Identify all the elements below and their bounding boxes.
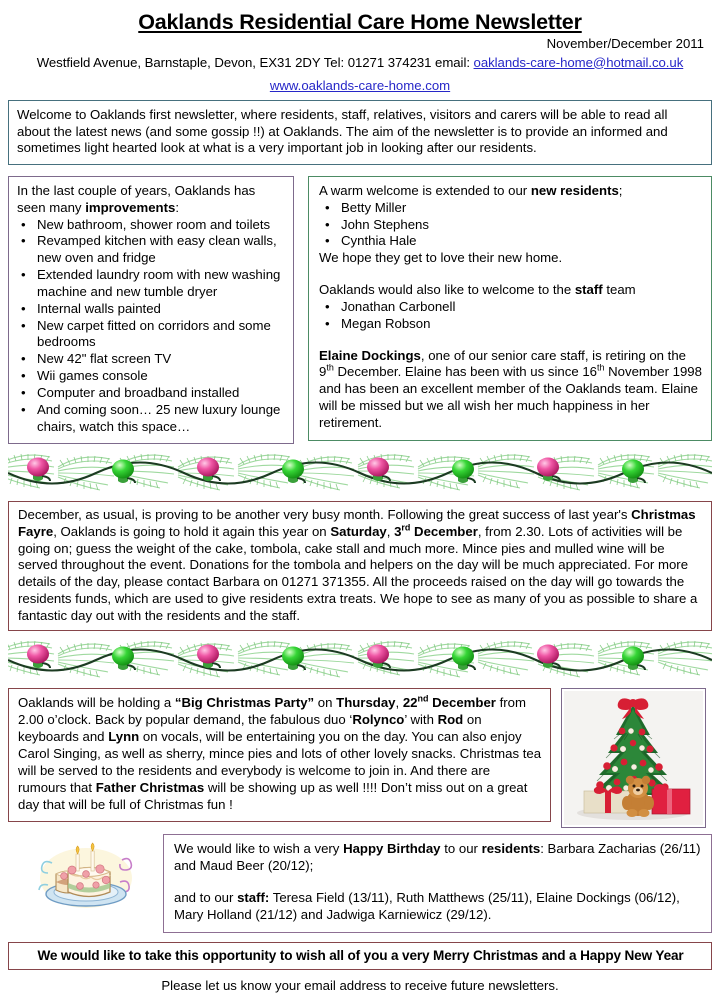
new-residents-hope-line: We hope they get to love their new home. [319,250,563,266]
ordinal-suffix: th [326,363,334,374]
new-staff-list [319,299,702,333]
father-christmas-mention: Father Christmas [95,779,205,795]
party-text-5: ’ with [404,712,438,728]
ordinal-suffix: nd [417,693,429,704]
ordinal-suffix: rd [401,522,411,533]
birthday-wishes-box [163,834,712,933]
list-item: • Internal walls painted [17,301,286,318]
party-duo-name: Rolynco [352,712,405,728]
fayre-day: Saturday [330,524,387,540]
improvements-intro [17,183,286,217]
fayre-date [394,524,478,539]
two-column-section [8,176,712,444]
improvements-intro-suffix: : [175,199,180,215]
list-item: • Wii games console [17,368,286,385]
season-greeting-box [8,942,712,970]
party-performer-lynn: Lynn [108,729,140,745]
fayre-date-number: 3 [394,524,402,540]
new-residents-box [308,176,712,441]
party-event-name: “Big Christmas Party” [174,695,315,711]
list-item: • And coming soon… 25 new luxury lounge chairs, watch this space… [17,402,286,436]
list-item: • Extended laundry room with new washing machine and new tumble dryer [17,267,286,301]
big-christmas-party-box [8,688,551,822]
list-item: • Jonathan Carbonell [319,299,702,316]
address-text: Westfield Avenue, Barnstaple, Devon, EX31 2DY Tel: 01271 374231 email: [36,54,474,70]
right-column [308,176,712,441]
spacer [174,875,702,890]
improvements-list [17,217,286,436]
website-link[interactable]: www.oaklands-care-home.com [269,77,451,93]
party-text-4: from 2.00 o’clock. Back by popular demand, the fabulous duo ‘ [18,695,526,728]
issue-date: November/December 2011 [546,36,704,52]
spacer [319,333,702,348]
list-item: • New bathroom, shower room and toilets [17,217,286,234]
list-item: • Megan Robson [319,316,702,333]
new-residents-intro-prefix: A warm welcome is extended to our [319,182,531,198]
improvements-intro-bold: improvements [85,199,176,215]
staff-intro [319,282,702,299]
party-performer-rod: Rod [437,712,464,728]
christmas-garland-divider [8,451,712,495]
list-item: • Revamped kitchen with easy clean walls, new oven and fridge [17,233,286,267]
season-greeting-text: We would like to take this opportunity to wish all of you a very Merry Christmas and a Happy New Year [37,948,684,963]
birthday-staff-paragraph [174,890,702,924]
happy-birthday-bold: Happy Birthday [343,841,441,857]
retirement-text-3: November 1998 and has been an excellent member of the Oaklands team. Elaine will be missed but we all wish her much happiness in her retirement. [319,364,702,430]
retirement-paragraph [319,348,702,432]
list-item: • Computer and broadband installed [17,385,286,402]
new-residents-intro-bold: new residents [530,182,619,198]
improvements-intro-prefix: In the last couple of years, Oaklands has seen many [17,182,256,215]
list-item: • John Stephens [319,217,702,234]
fayre-text-2: , Oaklands is going to hold it again this year on [53,524,331,540]
ordinal-suffix: th [597,363,605,374]
birthday-cake-clipart [34,838,138,914]
birthday-residents-paragraph [174,841,702,875]
new-residents-intro [319,183,702,200]
fayre-date-month: December [410,524,478,540]
staff-bold: staff: [237,890,270,906]
fayre-text-1: December, as usual, is proving to be another very busy month. Following the great success of last year's [18,507,632,523]
staff-intro-bold: staff [574,282,603,298]
retirement-text-1: , one of our senior care staff, is retiring on the 9 [319,347,686,380]
residents-bold: residents [481,841,541,857]
party-date [403,695,496,710]
page-title: Oaklands Residential Care Home Newsletter [138,10,582,34]
welcome-box [8,100,712,165]
birthday-residents-names: : Barbara Zacharias (26/11) and Maud Beer (20/12); [174,841,701,874]
staff-intro-prefix: Oaklands would also like to welcome to the [319,282,575,298]
birthday-staff-names: Teresa Field (13/11), Ruth Matthews (25/11), Elaine Dockings (06/12), Mary Holland (21/12) and Jadwiga Karniewicz (29/12). [174,890,680,923]
birthday-text-1: We would like to wish a very [174,841,344,857]
christmas-fayre-box [8,501,712,631]
party-date-number: 22 [402,695,418,711]
birthday-section [8,834,712,933]
list-item: • New 42" flat screen TV [17,351,286,368]
party-text-1: Oaklands will be holding a [18,695,175,711]
retirement-text-2: December. Elaine has been with us since 16 [333,364,597,380]
staff-intro-suffix: team [602,282,636,298]
christmas-tree-photo-frame [561,688,706,828]
footer-note: Please let us know your email address to receive future newsletters. [161,978,559,993]
birthday-text-2: to our [440,841,482,857]
left-column [8,176,294,444]
christmas-garland-divider [8,638,712,682]
fayre-text-3: , [386,524,395,540]
party-day: Thursday [336,695,396,711]
welcome-text: Welcome to Oaklands first newsletter, where residents, staff, relatives, visitors and carers will be able to read all about the latest news (and some gossip !!) at Oaklands. The aim of the newsletter is to provide an informed and sometimes light hearted look at what is a very important job in looking after our residents. [17,106,668,156]
fayre-event-name: Christmas Fayre [18,507,696,540]
party-date-month: December [428,695,496,711]
improvements-box [8,176,294,444]
party-text-2: on [314,695,337,711]
retiring-staff-name: Elaine Dockings [319,347,421,363]
contact-address-line [8,54,712,71]
party-section [8,688,712,828]
party-text-6: on keyboards and [18,712,482,745]
fayre-text-4: , from 2.30. Lots of activities will be going on; guess the weight of the cake, tombola, cake stall and much more. Mince pies and mulled wine will be served throughout the event. Donations for the tombola and helpers on the day will be much appreciated. For more details of the day, please contact Barbara on 01271 371355. All the proceeds raised on the day will go towards the residents funds, which are used to give residents extra treats. We hope to see as many of you as possible to share a fantastic day out with the residents and the staff. [18,524,698,623]
website-line [8,77,712,94]
party-text-8: will be showing up as well !!!! Don’t miss out on a great day that will be full of Christmas fun ! [18,779,528,812]
list-item: • Betty Miller [319,200,702,217]
new-residents-list [319,200,702,250]
party-text-7: on vocals, will be entertaining you on the day. You can also enjoy Carol Singing, as well as sherry, mince pies and lots of other lovely snacks. Christmas tea will be served to the residents and everybody is welcome to join in. And there are rumours that [18,729,542,795]
spacer [319,267,702,282]
email-link[interactable]: oaklands-care-home@hotmail.co.uk [473,54,684,70]
party-text-3: , [395,695,403,711]
christmas-tree-with-presents-photo [564,691,703,825]
list-item: • New carpet fitted on corridors and some bedrooms [17,318,286,352]
list-item: • Cynthia Hale [319,233,702,250]
new-residents-intro-suffix: ; [618,182,623,198]
cake-image-wrap [8,834,163,914]
birthday-text-4: and to our [174,890,238,906]
